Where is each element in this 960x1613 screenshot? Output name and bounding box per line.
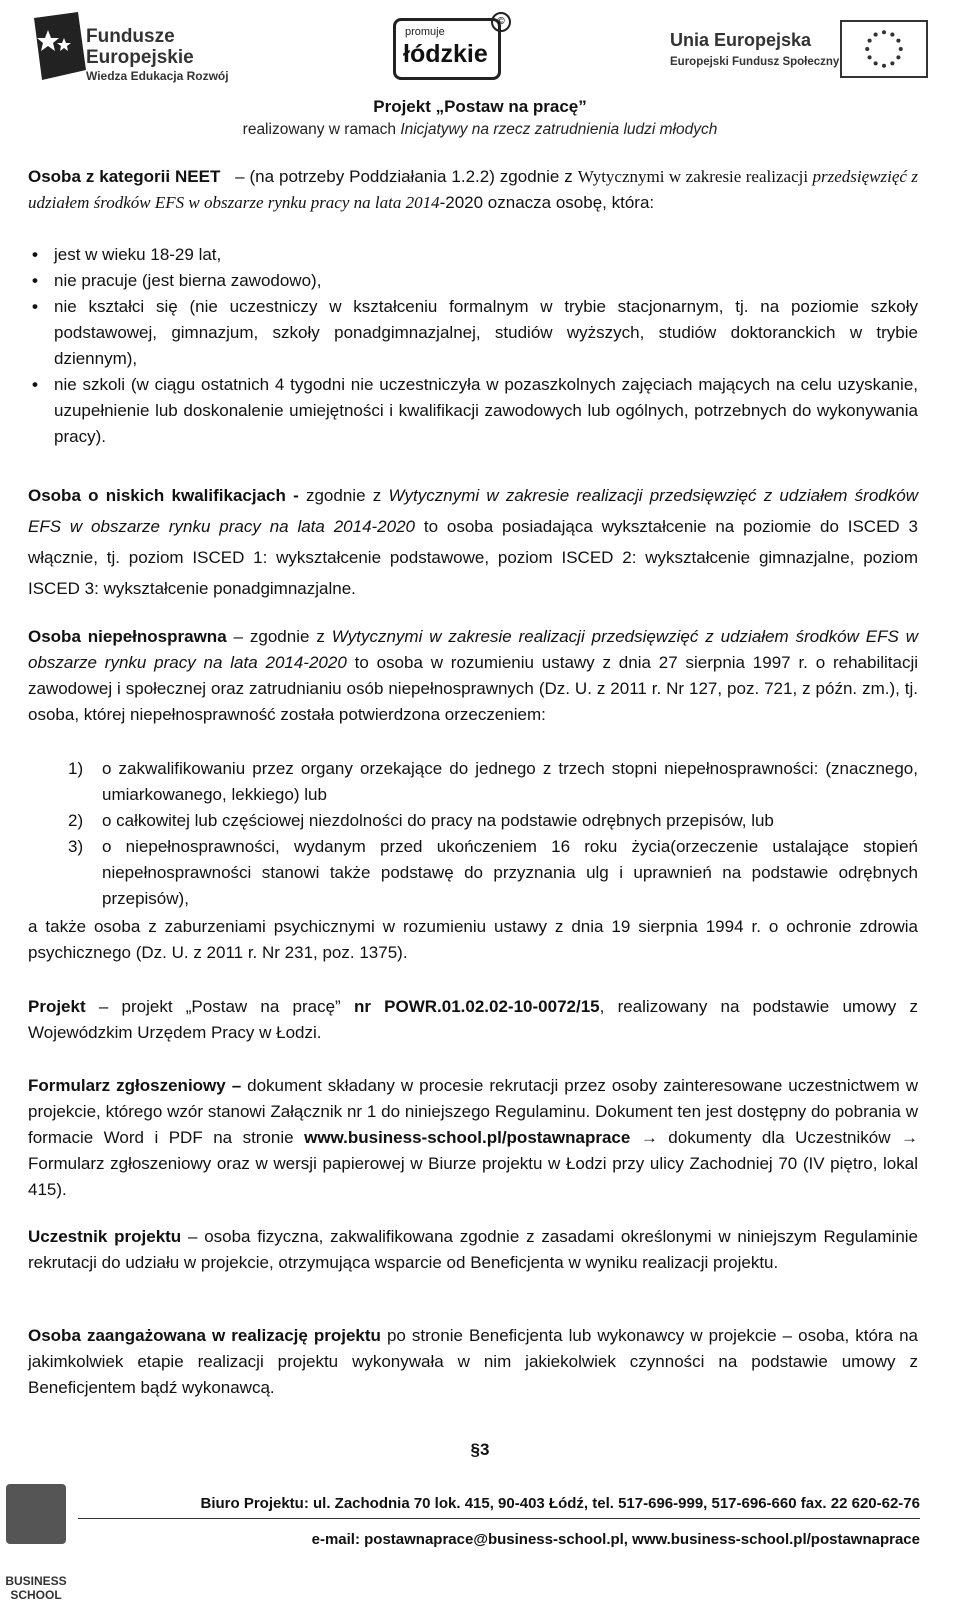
zaangazowana-label: Osoba zaangażowana w realizację projektu [28,1326,381,1345]
list-item [68,756,918,808]
formularz-url: www.business-school.pl/postawnaprace [304,1128,631,1147]
list-item-text: o całkowitej lub częściowej niezdolności do pracy na podstawie odrębnych przepisów, lub [102,811,774,830]
logo-lodz-small: promuje [405,26,445,38]
project-title: Projekt „Postaw na pracę” [373,97,587,116]
uczestnik-label: Uczestnik projektu [28,1227,182,1246]
neet-text-4: -2020 oznacza osobę, która: [439,193,655,212]
uczestnik-definition [28,1224,918,1276]
list-item: • nie kształci się (nie uczestniczy w kształceniu formalnym w trybie stacjonarnym, tj. na poziomie szkoły podstawowej, gimnazjum, szkoły ponadgimnazjalnej, studiów wyższych, studiów doktoranckich w trybie dziennym), [28,294,918,372]
low-qual-label: Osoba o niskich kwalifikacjach - [28,486,299,505]
list-item-text: o zakwalifikowaniu przez organy orzekające do jednego z trzech stopni niepełnosprawności: (znacznego, umiarkowanego, lekkiego) lub [102,759,918,804]
formularz-text-3: Formularz zgłoszeniowy oraz w wersji papierowej w Biurze projektu w Łodzi przy ulicy Zachodniej 70 (IV piętro, lokal 415). [28,1154,918,1199]
list-item: • nie szkoli (w ciągu ostatnich 4 tygodni nie uczestniczyła w pozaszkolnych zajęciach mających na celu uzyskanie, uzupełnienie lub doskonalenie umiejętności i kwalifikacji zawodowych lub ogólnych, potrzebnych do wykonywania pracy). [28,372,918,450]
disabled-person-definition [28,624,918,728]
disability-certificate-list [68,756,918,912]
footer-divider [78,1518,920,1519]
logo-ue-line1: Unia Europejska [670,30,812,50]
low-qualifications-definition [28,480,918,604]
footer-logo-line1: BUSINESS [5,1574,67,1588]
promuje-lodzkie-logo [393,12,515,84]
project-subtitle-italic: Inicjatywy na rzecz zatrudnienia ludzi młodych [400,121,718,138]
projekt-text-2: , realizowany na podstawie umowy z Wojewódzkim Urzędem Pracy w Łodzi. [28,997,919,1042]
projekt-definition [28,994,918,1046]
logo-fe-line2: Europejskie [86,47,194,68]
list-item-text: o niepełnosprawności, wydanym przed ukończeniem 16 roku życia(orzeczenie ustalające stopień niepełnosprawności stanowi także podstawę do przyznania ulg i uprawnień na podstawie odrębnych przepisów), [102,837,918,908]
logo-fe-line3: Wiedza Edukacja Rozwój [86,69,229,83]
low-qual-text-1: zgodnie z [298,486,389,505]
disabled-text-2: to osoba w rozumieniu ustawy z dnia 27 sierpnia 1997 r. o rehabilitacji zawodowej i społecznej oraz zatrudnianiu osób niepełnosprawnych (Dz. U. z 2011 r. Nr 127, poz. 721, z późn. zm.), tj. osoba, której niepełnosprawność została potwierdzona orzeczeniem: [28,653,919,724]
unia-europejska-logo [670,18,932,82]
uczestnik-text: – osoba fizyczna, zakwalifikowana zgodnie z zasadami określonymi w niniejszym Regulaminie rekrutacji do udziału w projekcie, otrzymująca wsparcie od Beneficjenta w wyniku realizacji projektu. [28,1227,918,1272]
section-number: §3 [470,1440,490,1459]
fundusze-emblem-icon [28,10,90,82]
disabled-italic: Wytycznymi w zakresie realizacji przedsięwzięć z udziałem środków EFS w obszarze rynku pracy na lata 2014-2020 [28,627,918,672]
list-item: • nie pracuje (jest bierna zawodowo), [28,268,918,294]
zaangazowana-definition [28,1323,918,1401]
neet-criteria-list [28,242,918,450]
list-item: • jest w wieku 18-29 lat, [28,242,918,268]
projekt-number: nr POWR.01.02.02-10-0072/15 [353,997,600,1016]
projekt-label: Projekt [28,997,86,1016]
page-header [0,0,960,138]
disabled-closing: a także osoba z zaburzeniami psychicznymi w rozumieniu ustawy z dnia 19 sierpnia 1994 r. o ochronie zdrowia psychicznego (Dz. U. z 2011 r. Nr 231, poz. 1375). [28,917,918,962]
footer-contact: e-mail: postawnaprace@business-school.pl, www.business-school.pl/postawnaprace [311,1531,920,1548]
formularz-label: Formularz zgłoszeniowy – [28,1076,242,1095]
list-item-number: 2) [68,811,84,830]
disabled-text-1: – zgodnie z [226,627,332,646]
neet-definition [28,164,918,216]
formularz-text-1: dokument składany w procesie rekrutacji przez osoby zainteresowane uczestnictwem w projekcie, którego wzór stanowi Załącznik nr 1 do niniejszego Regulaminu. Dokument ten jest dostępny do pobrania w formacie Word i PDF na stronie [28,1076,918,1147]
list-item [68,834,918,912]
disabled-label: Osoba niepełnosprawna [28,627,227,646]
neet-text-3: przedsięwzięć z udziałem środków EFS w obszarze rynku pracy na lata 2014 [28,167,919,212]
neet-text-2: Wytycznymi w zakresie realizacji [577,167,809,186]
logo-fe-line1: Fundusze [86,26,175,47]
neet-text-1: – (na potrzeby Poddziałania 1.2.2) zgodnie z [235,167,578,186]
footer-address: Biuro Projektu: ul. Zachodnia 70 lok. 415, 90-403 Łódź, tel. 517-696-999, 517-696-660 fax. 22 620-62-76 [200,1495,920,1512]
neet-label: Osoba z kategorii NEET [28,167,221,186]
business-school-logo [0,1478,72,1613]
zaangazowana-text: po stronie Beneficjenta lub wykonawcy w projekcie – osoba, która na jakimkolwiek etapie realizacji projektu wykonywała w nim jakiekolwiek czynności na podstawie umowy z Beneficjentem bądź wykonawcą. [28,1326,918,1397]
project-subtitle-prefix: realizowany w ramach [242,121,401,138]
projekt-text-1: – projekt „Postaw na pracę” [85,997,354,1016]
copyright-icon: © [491,12,511,32]
formularz-text-2: dokumenty dla Uczestników [657,1128,901,1147]
list-item-number: 1) [68,759,84,778]
list-item-number: 3) [68,837,84,856]
project-subtitle [0,121,960,139]
arrow-right-icon: → [640,1128,658,1147]
fundusze-europejskie-logo [28,10,258,85]
logo-lodz-big: łódzkie [403,40,488,68]
formularz-definition [28,1073,918,1203]
list-item [68,808,918,834]
low-qual-italic: Wytycznymi w zakresie realizacji przedsięwzięć z udziałem środków EFS w obszarze rynku pracy na lata 2014-2020 [28,486,918,536]
low-qual-text-2: to osoba posiadająca wykształcenie na poziomie do ISCED 3 włącznie, tj. poziom ISCED 1: wykształcenie podstawowe, poziom ISCED 2: wykształcenie gimnazjalne, poziom ISCED 3: wykształcenie ponadgimnazjalne. [28,517,919,598]
eu-flag-icon [840,20,928,78]
footer-logo-line2: SCHOOL [10,1588,62,1602]
logo-ue-line2: Europejski Fundusz Społeczny [670,56,840,68]
arrow-right-icon: → [901,1128,918,1147]
